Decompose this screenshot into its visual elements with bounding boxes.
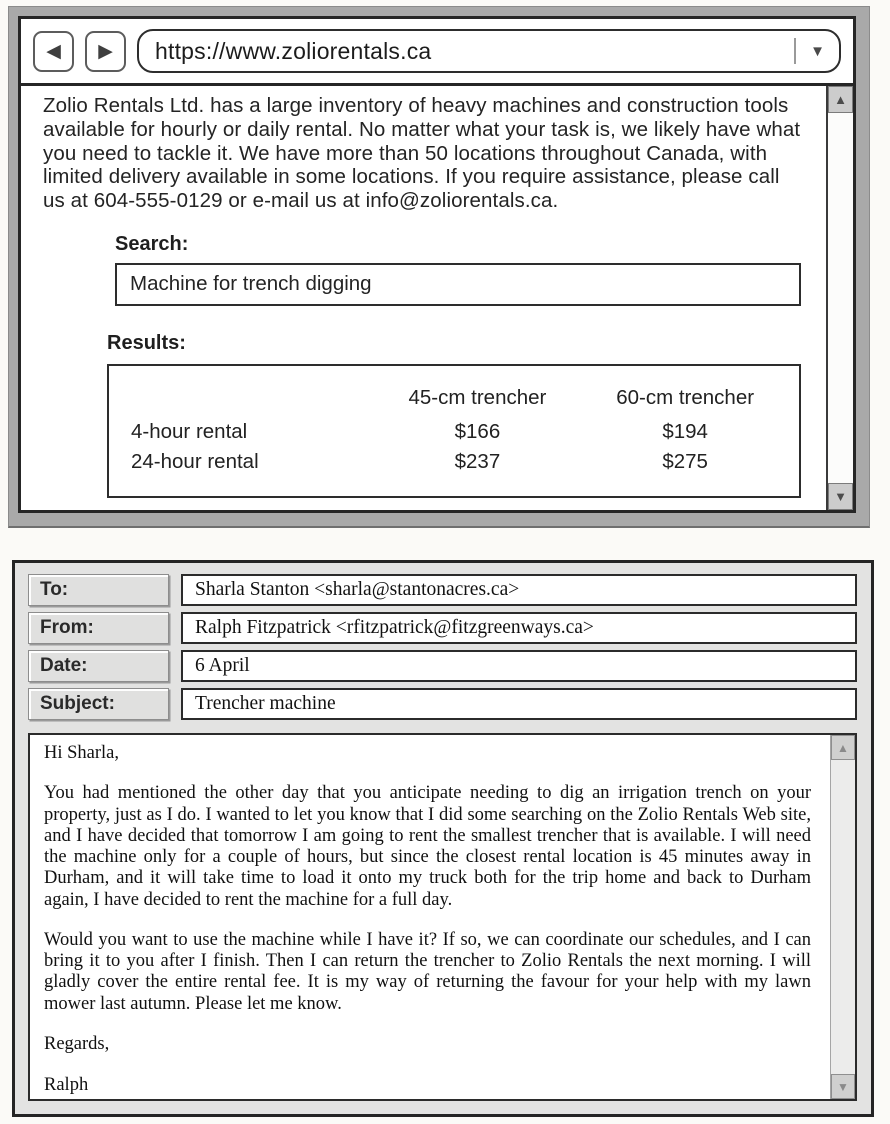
date-label: Date:: [28, 650, 169, 682]
price-cell: $166: [454, 419, 501, 443]
back-icon: ◀: [46, 40, 61, 62]
browser-content: [21, 86, 853, 510]
price-cell: $237: [454, 449, 501, 473]
email-greeting: Hi Sharla,: [44, 743, 120, 763]
intro-paragraph: Zolio Rentals Ltd. has a large inventory of heavy machines and construction tools available for hourly or daily rental. No matter what your task is, we likely have what you need to tackle it. We have more than 50 locations throughout Canada, with limited delivery available in some locations. If you require assistance, please call us at 604-555-0129 or e-mail us at info@zoliorentals.ca.: [43, 94, 801, 213]
results-section: [107, 332, 801, 498]
results-table-corner-cell: [119, 398, 374, 402]
scroll-down-icon: ▼: [834, 489, 847, 504]
email-paragraph: Would you want to use the machine while I have it? If so, we can coordinate our schedules, and I can bring it to you after I finish. Then I can return the trencher to Zolio Rentals the next morning. I will gladly cover the entire rental fee. It is my way of returning the favour for your help with my lawn mower last autumn. Please let me know.: [44, 929, 811, 1014]
scroll-down-icon: ▼: [837, 1079, 849, 1094]
email-scroll-track[interactable]: [831, 760, 855, 1074]
table-row: [119, 420, 789, 444]
results-column-header: 45-cm trencher: [408, 385, 547, 409]
results-table: [107, 364, 801, 498]
row-label: 24-hour rental: [131, 449, 259, 473]
email-window: [12, 560, 874, 1117]
scroll-down-button[interactable]: [828, 483, 853, 510]
price-cell: $194: [662, 419, 708, 443]
forward-button[interactable]: [85, 31, 126, 72]
scroll-up-icon: ▲: [834, 92, 847, 107]
results-label: Results:: [107, 331, 186, 354]
email-closing: Regards,: [44, 1033, 110, 1054]
browser-window-inner: [18, 16, 856, 513]
scroll-up-icon: ▲: [837, 740, 849, 755]
email-scroll-down-button[interactable]: [831, 1074, 855, 1099]
url-dropdown-icon[interactable]: ▼: [810, 42, 825, 60]
email-header-date: [28, 650, 857, 682]
email-body: [28, 733, 857, 1101]
subject-label: Subject:: [28, 688, 169, 720]
search-input-value: Machine for trench digging: [130, 272, 372, 296]
scroll-up-button[interactable]: [828, 86, 853, 113]
url-bar[interactable]: [137, 29, 841, 73]
date-field[interactable]: 6 April: [181, 650, 857, 682]
row-label: 4-hour rental: [131, 419, 248, 443]
email-header-to: [28, 574, 857, 606]
search-section: [115, 233, 801, 306]
search-input[interactable]: [115, 263, 801, 306]
email-header-from: [28, 612, 857, 644]
url-text: https://www.zoliorentals.ca: [155, 37, 432, 64]
browser-toolbar: [21, 19, 853, 86]
browser-scroll-track[interactable]: [828, 113, 853, 483]
browser-window: [8, 6, 870, 528]
table-row: [119, 450, 789, 474]
back-button[interactable]: [33, 31, 74, 72]
email-scrollbar[interactable]: [830, 735, 855, 1099]
email-header-subject: [28, 688, 857, 720]
subject-field[interactable]: Trencher machine: [181, 688, 857, 720]
price-cell: $275: [662, 449, 708, 473]
browser-scrollbar[interactable]: [826, 86, 853, 510]
email-paragraph: You had mentioned the other day that you anticipate needing to dig an irrigation trench on your property, just as I do. I wanted to let you know that I did some searching on the Zolio Rentals Web site, and I have decided that tomorrow I am going to rent the smallest trencher that is available. I will need the machine only for a couple of hours, but since the closest rental location is 45 minutes away in Durham, and it will take time to load it onto my truck both for the trip home and back to Durham again, I have decided to rent the machine for a full day.: [44, 783, 811, 910]
from-field[interactable]: Ralph Fitzpatrick <rfitzpatrick@fitzgreenways.ca>: [181, 612, 857, 644]
email-scroll-up-button[interactable]: [831, 735, 855, 760]
email-signature: Ralph: [44, 1075, 89, 1096]
forward-icon: ▶: [98, 40, 113, 62]
from-label: From:: [28, 612, 169, 644]
results-column-header: 60-cm trencher: [616, 385, 755, 409]
url-separator: [794, 38, 796, 64]
to-field[interactable]: Sharla Stanton <sharla@stantonacres.ca>: [181, 574, 857, 606]
to-label: To:: [28, 574, 169, 606]
results-table-header-row: [119, 386, 789, 414]
search-label: Search:: [115, 232, 189, 255]
